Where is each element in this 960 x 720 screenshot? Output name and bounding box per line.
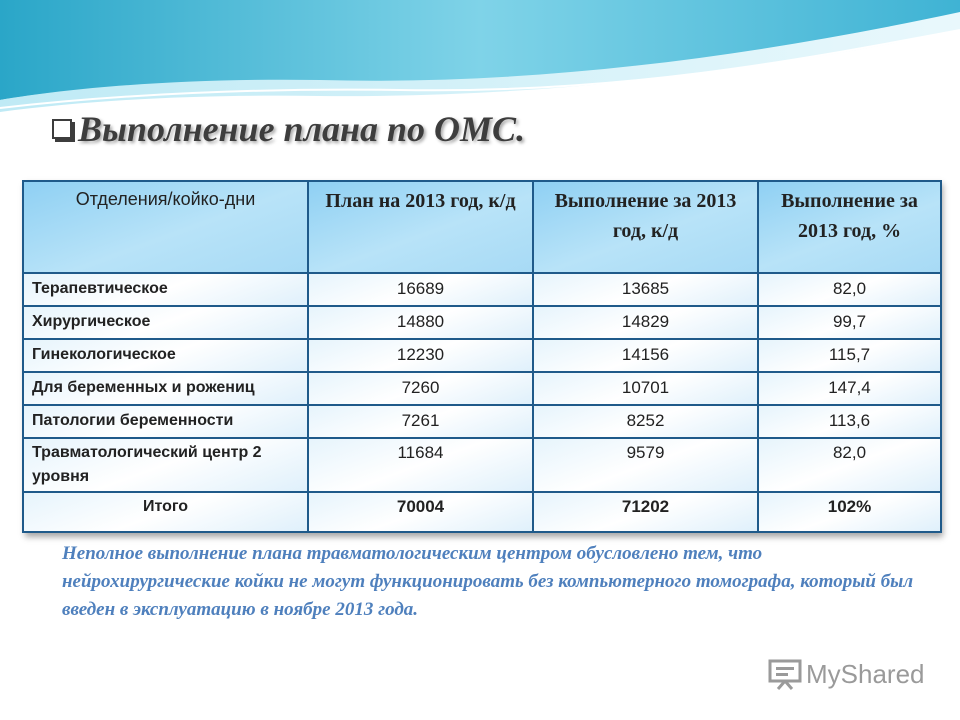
fact-value: 13685 [533, 273, 758, 306]
table-row [23, 438, 941, 492]
department-name: Гинекологическое [23, 339, 308, 372]
department-name: Травматологический центр 2 уровня [23, 438, 308, 492]
table-row [23, 339, 941, 372]
logo-text: MyShared [806, 658, 925, 689]
presentation-board-icon [768, 658, 802, 690]
plan-table [22, 180, 940, 533]
myshared-logo [768, 658, 925, 690]
fact-value: 8252 [533, 405, 758, 438]
fact-value: 14829 [533, 306, 758, 339]
decorative-waves [0, 0, 960, 120]
plan-value: 12230 [308, 339, 533, 372]
plan-value: 14880 [308, 306, 533, 339]
checkbox-bullet-icon [52, 119, 72, 139]
slide-title: Выполнение плана по ОМС. [78, 109, 526, 149]
department-name: Терапевтическое [23, 273, 308, 306]
col-header-fact: Выполнение за 2013 год, к/д [533, 181, 758, 273]
department-name: Для беременных и рожениц [23, 372, 308, 405]
plan-value: 16689 [308, 273, 533, 306]
plan-value: 7261 [308, 405, 533, 438]
total-percent-value: 102% [758, 492, 941, 532]
slide-title-block [52, 108, 525, 150]
department-name: Патологии беременности [23, 405, 308, 438]
table-row [23, 372, 941, 405]
table-total-row [23, 492, 941, 532]
col-header-department: Отделения/койко-дни [23, 181, 308, 273]
table-row [23, 306, 941, 339]
table-row [23, 405, 941, 438]
total-label: Итого [23, 492, 308, 532]
percent-value: 99,7 [758, 306, 941, 339]
department-name: Хирургическое [23, 306, 308, 339]
percent-value: 113,6 [758, 405, 941, 438]
footnote-text: Неполное выполнение плана травматологическим центром обусловлено тем, что нейрохирургические койки не могут функционировать без компьютерного томографа, который был введен в эксплуатацию в ноябре 2013 года. [62, 543, 914, 620]
col-header-percent: Выполнение за 2013 год, % [758, 181, 941, 273]
total-plan-value: 70004 [308, 492, 533, 532]
table-row [23, 273, 941, 306]
percent-value: 115,7 [758, 339, 941, 372]
percent-value: 82,0 [758, 438, 941, 492]
total-fact-value: 71202 [533, 492, 758, 532]
fact-value: 14156 [533, 339, 758, 372]
plan-value: 11684 [308, 438, 533, 492]
fact-value: 10701 [533, 372, 758, 405]
plan-value: 7260 [308, 372, 533, 405]
percent-value: 147,4 [758, 372, 941, 405]
percent-value: 82,0 [758, 273, 941, 306]
col-header-plan: План на 2013 год, к/д [308, 181, 533, 273]
fact-value: 9579 [533, 438, 758, 492]
